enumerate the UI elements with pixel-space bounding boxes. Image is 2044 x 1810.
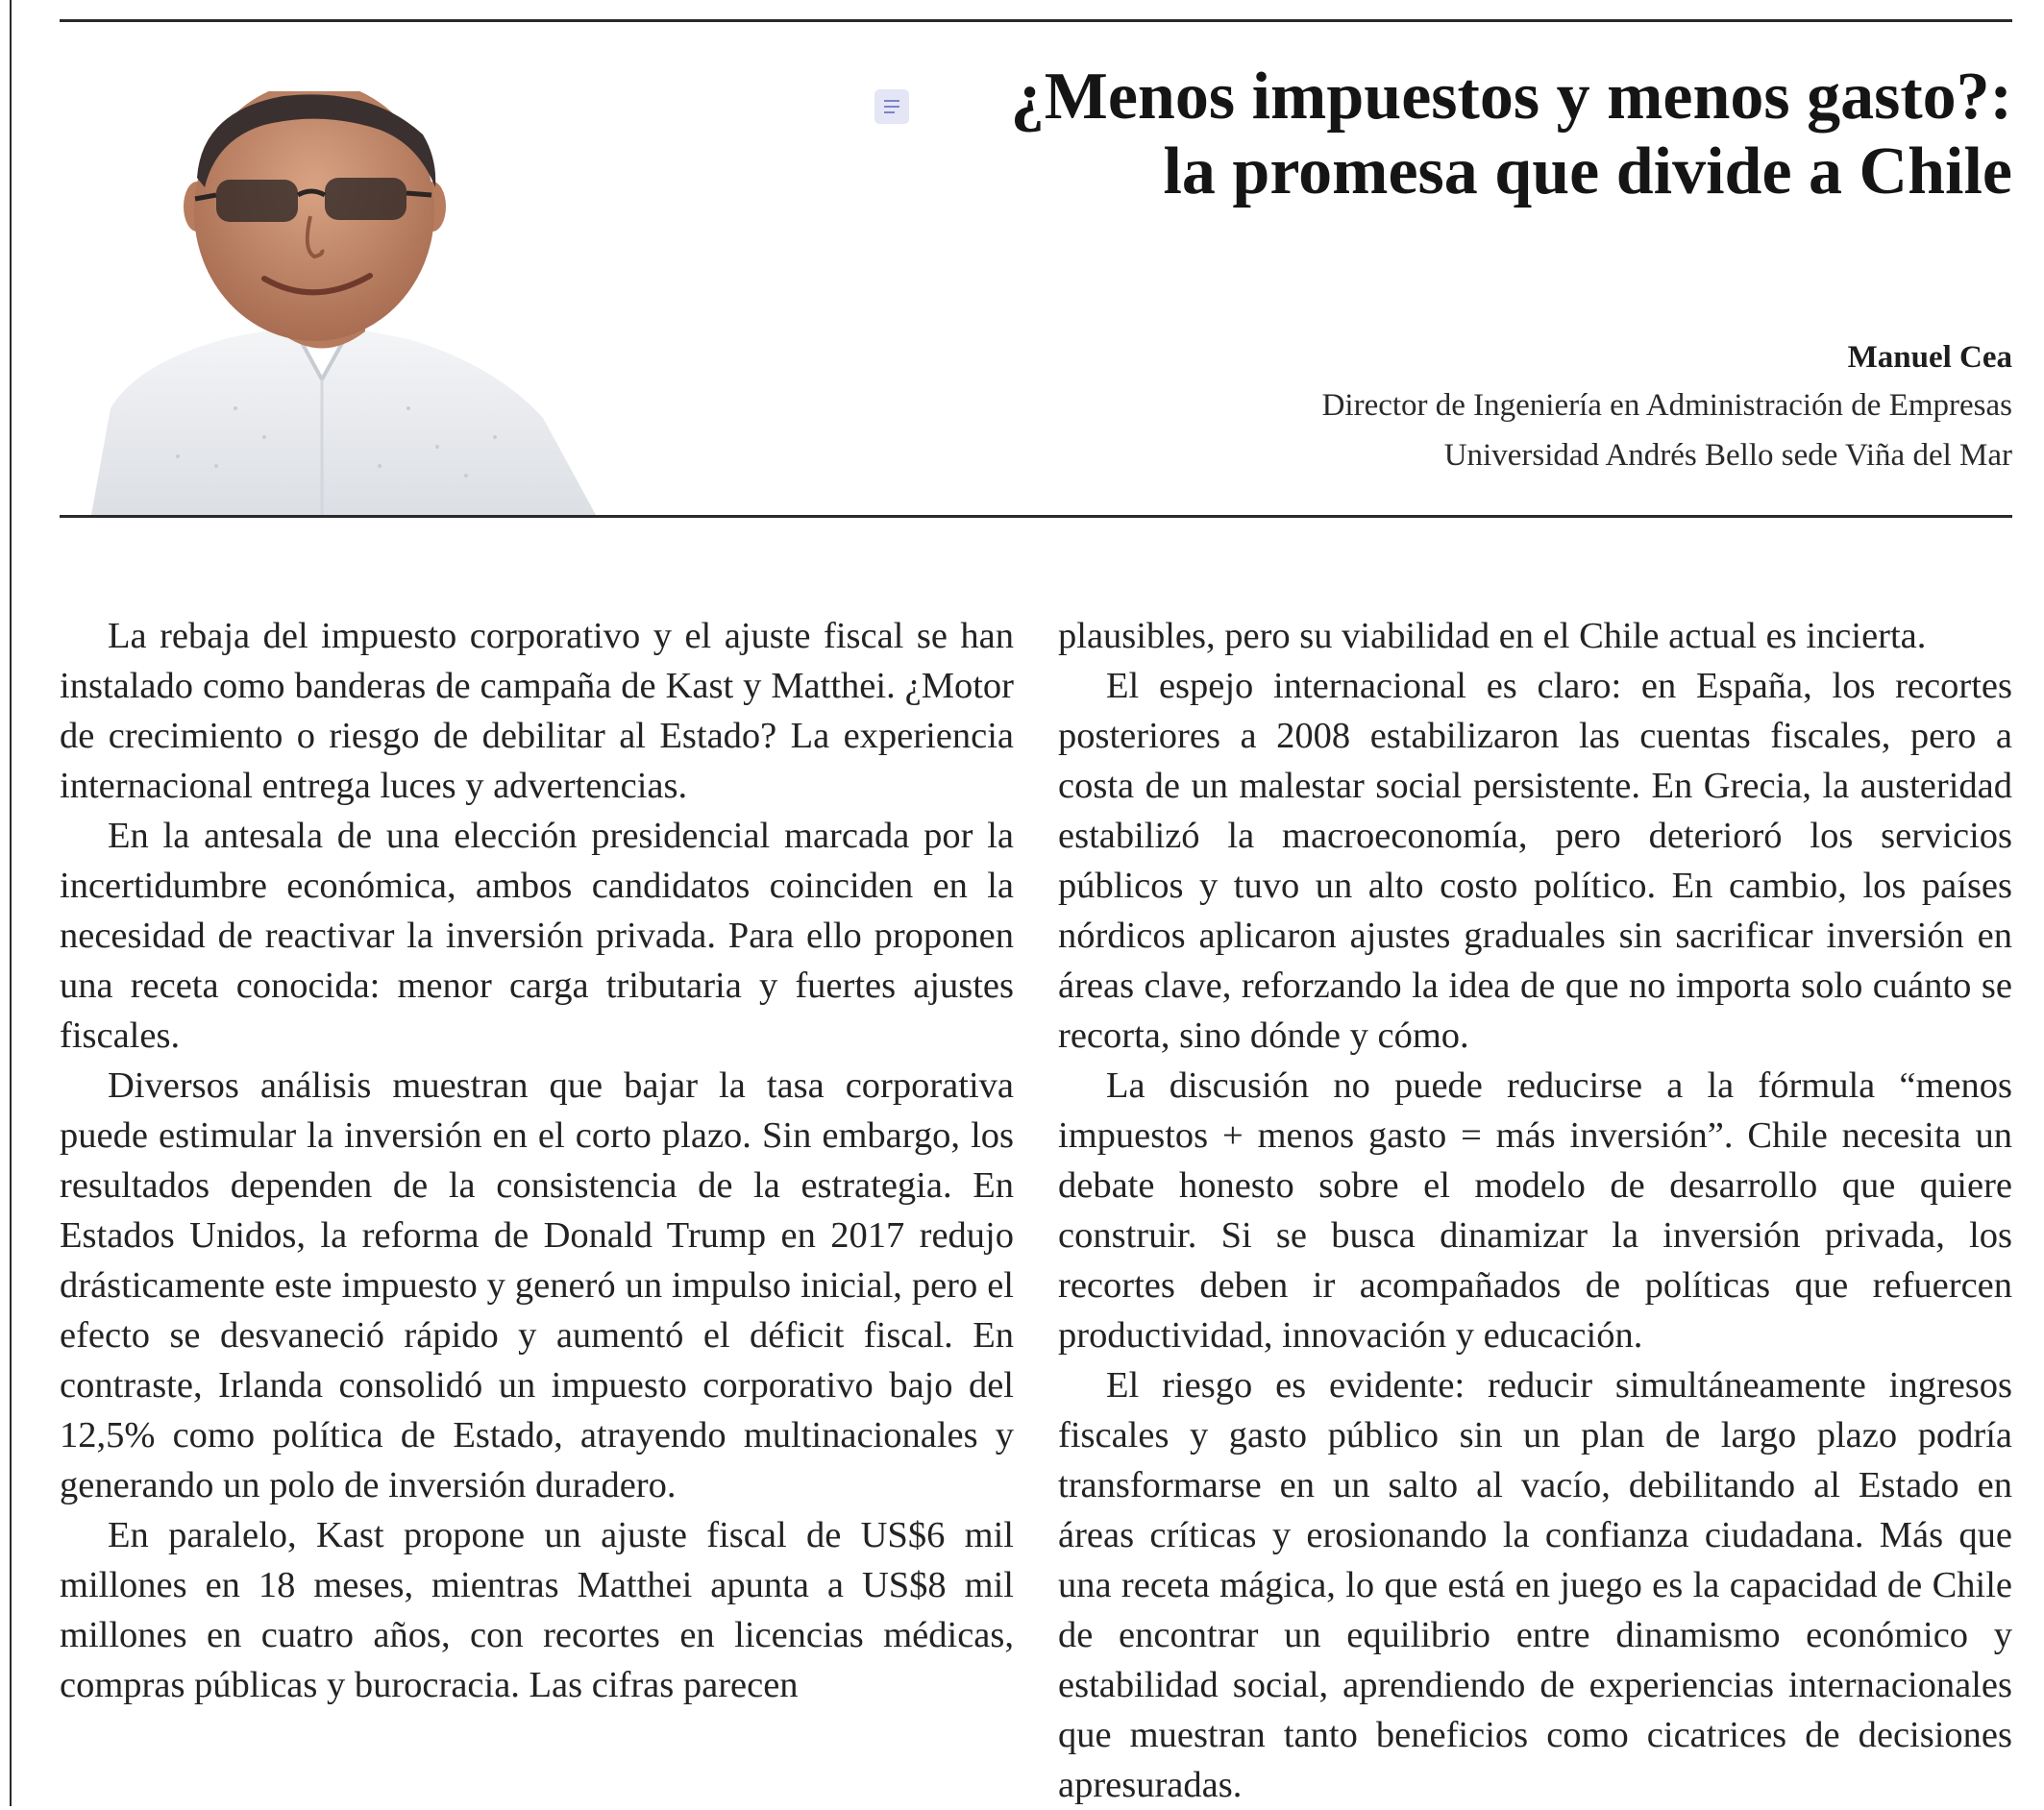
article-title xyxy=(955,60,2012,209)
author-affiliation-line-2: Universidad Andrés Bello sede Viña del Mar xyxy=(1443,438,2012,473)
paragraph-continued: plausibles, pero su viabilidad en el Chile actual es incierta. xyxy=(1058,616,1927,656)
left-margin-rule xyxy=(10,0,12,1806)
paragraph: En la antesala de una elección presidencial marcada por la incertidumbre económica, ambos candidatos coinciden en la necesidad de reactivar la inversión privada. Para ello proponen una receta conocida: menor carga tributaria y fuertes ajustes fiscales. xyxy=(60,816,1014,1056)
title-line-1: ¿Menos impuestos y menos gasto?: xyxy=(1010,60,2012,134)
paragraph: En paralelo, Kast propone un ajuste fiscal de US$6 mil millones en 18 meses, mientras Matthei apunta a US$8 mil millones en cuatro años, con recortes en licencias médicas, compras públicas y burocracia. Las cifras parecen xyxy=(60,1515,1014,1705)
title-line-2: la promesa que divide a Chile xyxy=(1163,135,2012,208)
article-column-left xyxy=(60,611,1014,1710)
author-affiliation-line-1: Director de Ingeniería en Administración de Empresas xyxy=(1321,388,2012,423)
paragraph: La rebaja del impuesto corporativo y el ajuste fiscal se han instalado como banderas de campaña de Kast y Matthei. ¿Motor de crecimiento o riesgo de debilitar al Estado? La experiencia internacional entrega luces y advertencias. xyxy=(60,616,1014,806)
article-column-right xyxy=(1058,611,2012,1810)
header-divider xyxy=(60,515,2012,518)
paragraph: Diversos análisis muestran que bajar la tasa corporativa puede estimular la inversión en el corto plazo. Sin embargo, los resultados dependen de la consistencia de la estrategia. En Estados Unidos, la reforma de Donald Trump en 2017 redujo drásticamente este impuesto y generó un impulso inicial, pero el efecto se desvaneció rápido y aumentó el déficit fiscal. En contraste, Irlanda consolidó un impuesto corporativo bajo del 12,5% como política de Estado, atrayendo multinacionales y generando un polo de inversión duradero. xyxy=(60,1065,1014,1505)
author-name: Manuel Cea xyxy=(1847,340,2012,375)
note-icon[interactable] xyxy=(874,89,909,124)
author-photo xyxy=(91,91,596,515)
author-portrait-icon xyxy=(91,91,596,515)
paragraph: El espejo internacional es claro: en España, los recortes posteriores a 2008 estabilizaron las cuentas fiscales, pero a costa de un malestar social persistente. En Grecia, la austeridad estabilizó la macroeconomía, pero deterioró los servicios públicos y tuvo un alto costo político. En cambio, los países nórdicos aplicaron ajustes graduales sin sacrificar inversión en áreas clave, reforzando la idea de que no importa solo cuánto se recorta, sino dónde y cómo. xyxy=(1058,666,2012,1056)
paragraph: El riesgo es evidente: reducir simultáneamente ingresos fiscales y gasto público sin un plan de largo plazo podría transformarse en un salto al vacío, debilitando al Estado en áreas críticas y erosionando la confianza ciudadana. Más que una receta mágica, lo que está en juego es la capacidad de Chile de encontrar un equilibrio entre dinamismo económico y estabilidad social, aprendiendo de experiencias internacionales que muestran tanto beneficios como cicatrices de decisiones apresuradas. xyxy=(1058,1365,2012,1805)
paragraph: La discusión no puede reducirse a la fórmula “menos impuestos + menos gasto = más inversión”. Chile necesita un debate honesto sobre el modelo de desarrollo que quiere construir. Si se busca dinamizar la inversión privada, los recortes deben ir acompañados de políticas que refuercen productividad, innovación y educación. xyxy=(1058,1065,2012,1356)
byline xyxy=(1051,334,2012,480)
top-rule xyxy=(60,19,2012,22)
